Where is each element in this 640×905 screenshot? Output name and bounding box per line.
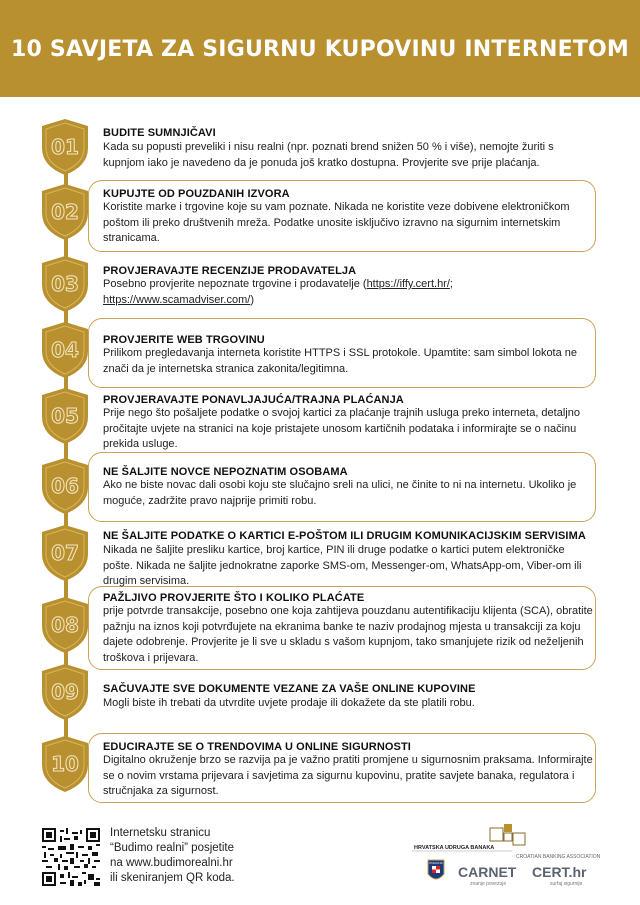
page-title: 10 SAVJETA ZA SIGURNU KUPOVINU INTERNETOM [10,37,630,62]
footer-line: na www.budimorealni.hr [110,857,233,869]
tip-body-suffix: ) [250,293,254,306]
hub-name-en: CROATIAN BANKING ASSOCIATION [516,854,601,860]
tip-title: KUPUJTE OD POUZDANIH IZVORA [103,188,290,200]
tip-body: Ako ne biste novac dali osobi koju ste slučajno sreli na ulici, ne činite to ni na internetu. Ukoliko je moguće, zadržite pravo najprije primiti robu. [103,479,577,507]
qr-code[interactable] [42,828,100,886]
tip-number: 06 [51,474,79,498]
hub-logo [412,824,601,860]
tip-body: Nikada ne šaljite presliku kartice, broj kartice, PIN ili druge podatke o kartici putem elektroničke pošte. Nikada ne šaljite jednokratne zaporke SMS-om, Messenger-om, WhatsApp-om, Viber-om ili drugim servisima. [103,544,582,587]
tip-body: Prije nego što pošaljete podatke o svojoj kartici za plaćanje trajnih usluga preko interneta, detaljno pročitajte uvjete na stranici na koje pristajete unosom kartičnih podataka i informirajte se o načinu prekida usluge. [103,407,580,450]
tip-title: BUDITE SUMNJIČAVI [103,127,216,139]
tip-title: NE ŠALJITE PODATKE O KARTICI E-POŠTOM ILI DRUGIM KOMUNIKACIJSKIM SERVISIMA [103,530,586,542]
tip-number: 07 [51,541,79,565]
iffy-link[interactable]: https://iffy.cert.hr/ [366,278,450,290]
tip-body: Mogli biste ih trebati da utvrdite uvjete prodaje ili dokažete da ste platili robu. [103,697,475,709]
tip-title: PROVJERAVAJTE RECENZIJE PRODAVATELJA [103,265,357,277]
partner-logos [412,822,612,892]
link-separator: ; [449,278,453,290]
tip-body: Koristite marke i trgovine koje su vam poznate. Nikada ne koristite veze dobivene elektroničkom poštom ili preko društvenih mreža. Podatke unosite isključivo izravno na sigurnim internetskim stranicama. [103,201,570,244]
tip-body: prije potvrde transakcije, posebno one koja zahtijeva pouzdanu autentifikaciju klijenta (SCA), obratite pažnju na iznos koji potvrđujete na ekranima banke te naziv prodajnog mjesta u transakciji za koju dajete odobrenje. Provjerite je li sve u skladu s vašom kupnjom, tako smanjujete rizik od neželjenih troškova i prijevara. [103,605,593,664]
carnet-tagline: znanje povezuje [470,881,507,887]
police-logo [428,860,444,879]
tip-number: 01 [51,135,79,159]
cert-tagline: surfaj sigurnije [550,881,583,887]
cert-wordmark: CERT.hr [532,864,587,880]
tip-title: PAŽLJIVO PROVJERITE ŠTO I KOLIKO PLAĆATE [103,592,365,604]
tip-title: PROVJERAVAJTE PONAVLJAJUĆA/TRAJNA PLAĆANJA [103,394,404,406]
tip-number: 10 [51,752,79,776]
tip-body: Kada su popusti preveliki i nisu realni (npr. poznati brend snižen 50 % i više), nemojte žuriti s kupnjom iako je navedeno da je ponuda još kratko dostupna. Provjerite sve prije plaćanja. [103,141,554,169]
cert-logo [532,864,587,887]
tip-number: 09 [51,680,79,704]
tip-body [103,277,593,308]
police-label: POLICIJA [429,861,443,865]
footer-line: ili skeniranjem QR koda. [110,872,235,884]
tip-number: 08 [51,613,79,637]
tip-title: EDUCIRAJTE SE O TRENDOVIMA U ONLINE SIGURNOSTI [103,741,411,753]
tip-number: 03 [51,272,79,296]
tip-number: 02 [51,200,79,224]
tip-title: NE ŠALJITE NOVCE NEPOZNATIM OSOBAMA [103,466,348,478]
tip-number: 05 [51,404,79,428]
tip-title: SAČUVAJTE SVE DOKUMENTE VEZANE ZA VAŠE ONLINE KUPOVINE [103,683,476,695]
footer-line: Internetsku stranicu [110,827,211,839]
footer-line: “Budimo realni” posjetite [110,842,235,854]
footer-text [110,826,280,886]
carnet-wordmark: CARNET [458,864,517,880]
tip-body: Prilikom pregledavanja interneta koristite HTTPS i SSL protokole. Upamtite: sam simbol lokota ne znači da je internetska stranica zakonita/legitimna. [103,347,578,375]
hub-name: HRVATSKA UDRUGA BANAKA [414,845,495,851]
header-banner [0,0,640,97]
tip-title: PROVJERITE WEB TRGOVINU [103,334,265,346]
scamadviser-link[interactable]: https://www.scamadviser.com/ [103,293,251,306]
carnet-logo [458,864,517,887]
tip-body: Digitalno okruženje brzo se razvija pa je važno pratiti promjene u sigurnosnim praksama. Informirajte se o novim vrstama prijevara i savjetima za sigurnu kupovinu, pratite savjete banaka, regulatora i stručnjaka za sigurnost. [103,754,593,797]
tip-body-prefix: Posebno provjerite nepoznate trgovine i prodavatelje ( [103,278,367,290]
tip-number: 04 [51,338,79,362]
